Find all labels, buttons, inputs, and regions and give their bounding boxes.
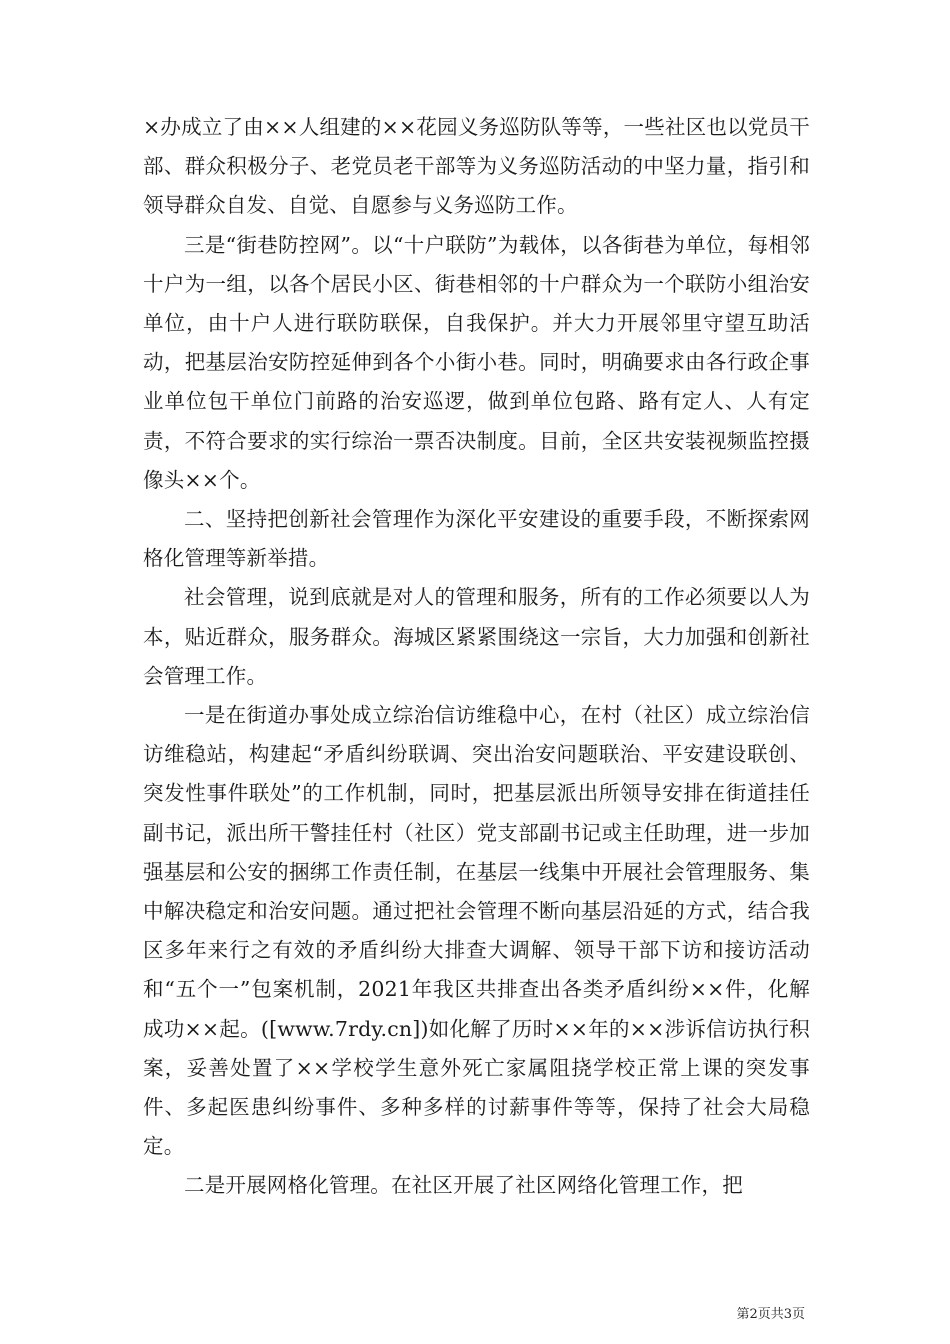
page-number: 第2页共3页 bbox=[736, 1307, 805, 1322]
paragraph-3: 二、坚持把创新社会管理作为深化平安建设的重要手段，不断探索网格化管理等新举措。 bbox=[143, 507, 810, 571]
paragraph-6: 二是开展网格化管理。在社区开展了社区网络化管理工作，把 bbox=[184, 1173, 743, 1198]
paragraph-4: 社会管理，说到底就是对人的管理和服务，所有的工作必须要以人为本，贴近群众，服务群众。海城区紧紧围绕这一宗旨，大力加强和创新社会管理工作。 bbox=[143, 585, 810, 688]
paragraph-1: ×办成立了由××人组建的××花园义务巡防队等等，一些社区也以党员干部、群众积极分子、老党员老干部等为义务巡防活动的中坚力量，指引和领导群众自发、自觉、自愿参与义务巡防工作。 bbox=[143, 115, 810, 218]
paragraph-5: 一是在街道办事处成立综治信访维稳中心，在村（社区）成立综治信访维稳站，构建起“矛盾纠纷联调、突出治安问题联治、平安建设联创、突发性事件联处”的工作机制，同时，把基层派出所领导安排在街道挂任副书记，派出所干警挂任村（社区）党支部副书记或主任助理，进一步加强基层和公安的捆绑工作责任制，在基层一线集中开展社会管理服务、集中解决稳定和治安问题。通过把社会管理不断向基层沿延的方式，结合我区多年来行之有效的矛盾纠纷大排查大调解、领导干部下访和接访活动和“五个一”包案机制，2021年我区共排查出各类矛盾纠纷××件，化解成功××起。([www.7rdy.cn])如化解了历时××年的××涉诉信访执行积案，妥善处置了××学校学生意外死亡家属阻挠学校正常上课的突发事件、多起医患纠纷事件、多种多样的讨薪事件等等，保持了社会大局稳定。 bbox=[143, 703, 810, 1159]
document-body bbox=[143, 108, 810, 1206]
paragraph-2: 三是“街巷防控网”。以“十户联防”为载体，以各街巷为单位，每相邻十户为一组，以各个居民小区、街巷相邻的十户群众为一个联防小组治安单位，由十户人进行联防联保，自我保护。并大力开展邻里守望互助活动，把基层治安防控延伸到各个小街小巷。同时，明确要求由各行政企事业单位包干单位门前路的治安巡逻，做到单位包路、路有定人、人有定责，不符合要求的实行综治一票否决制度。目前，全区共安装视频监控摄像头××个。 bbox=[143, 232, 810, 492]
